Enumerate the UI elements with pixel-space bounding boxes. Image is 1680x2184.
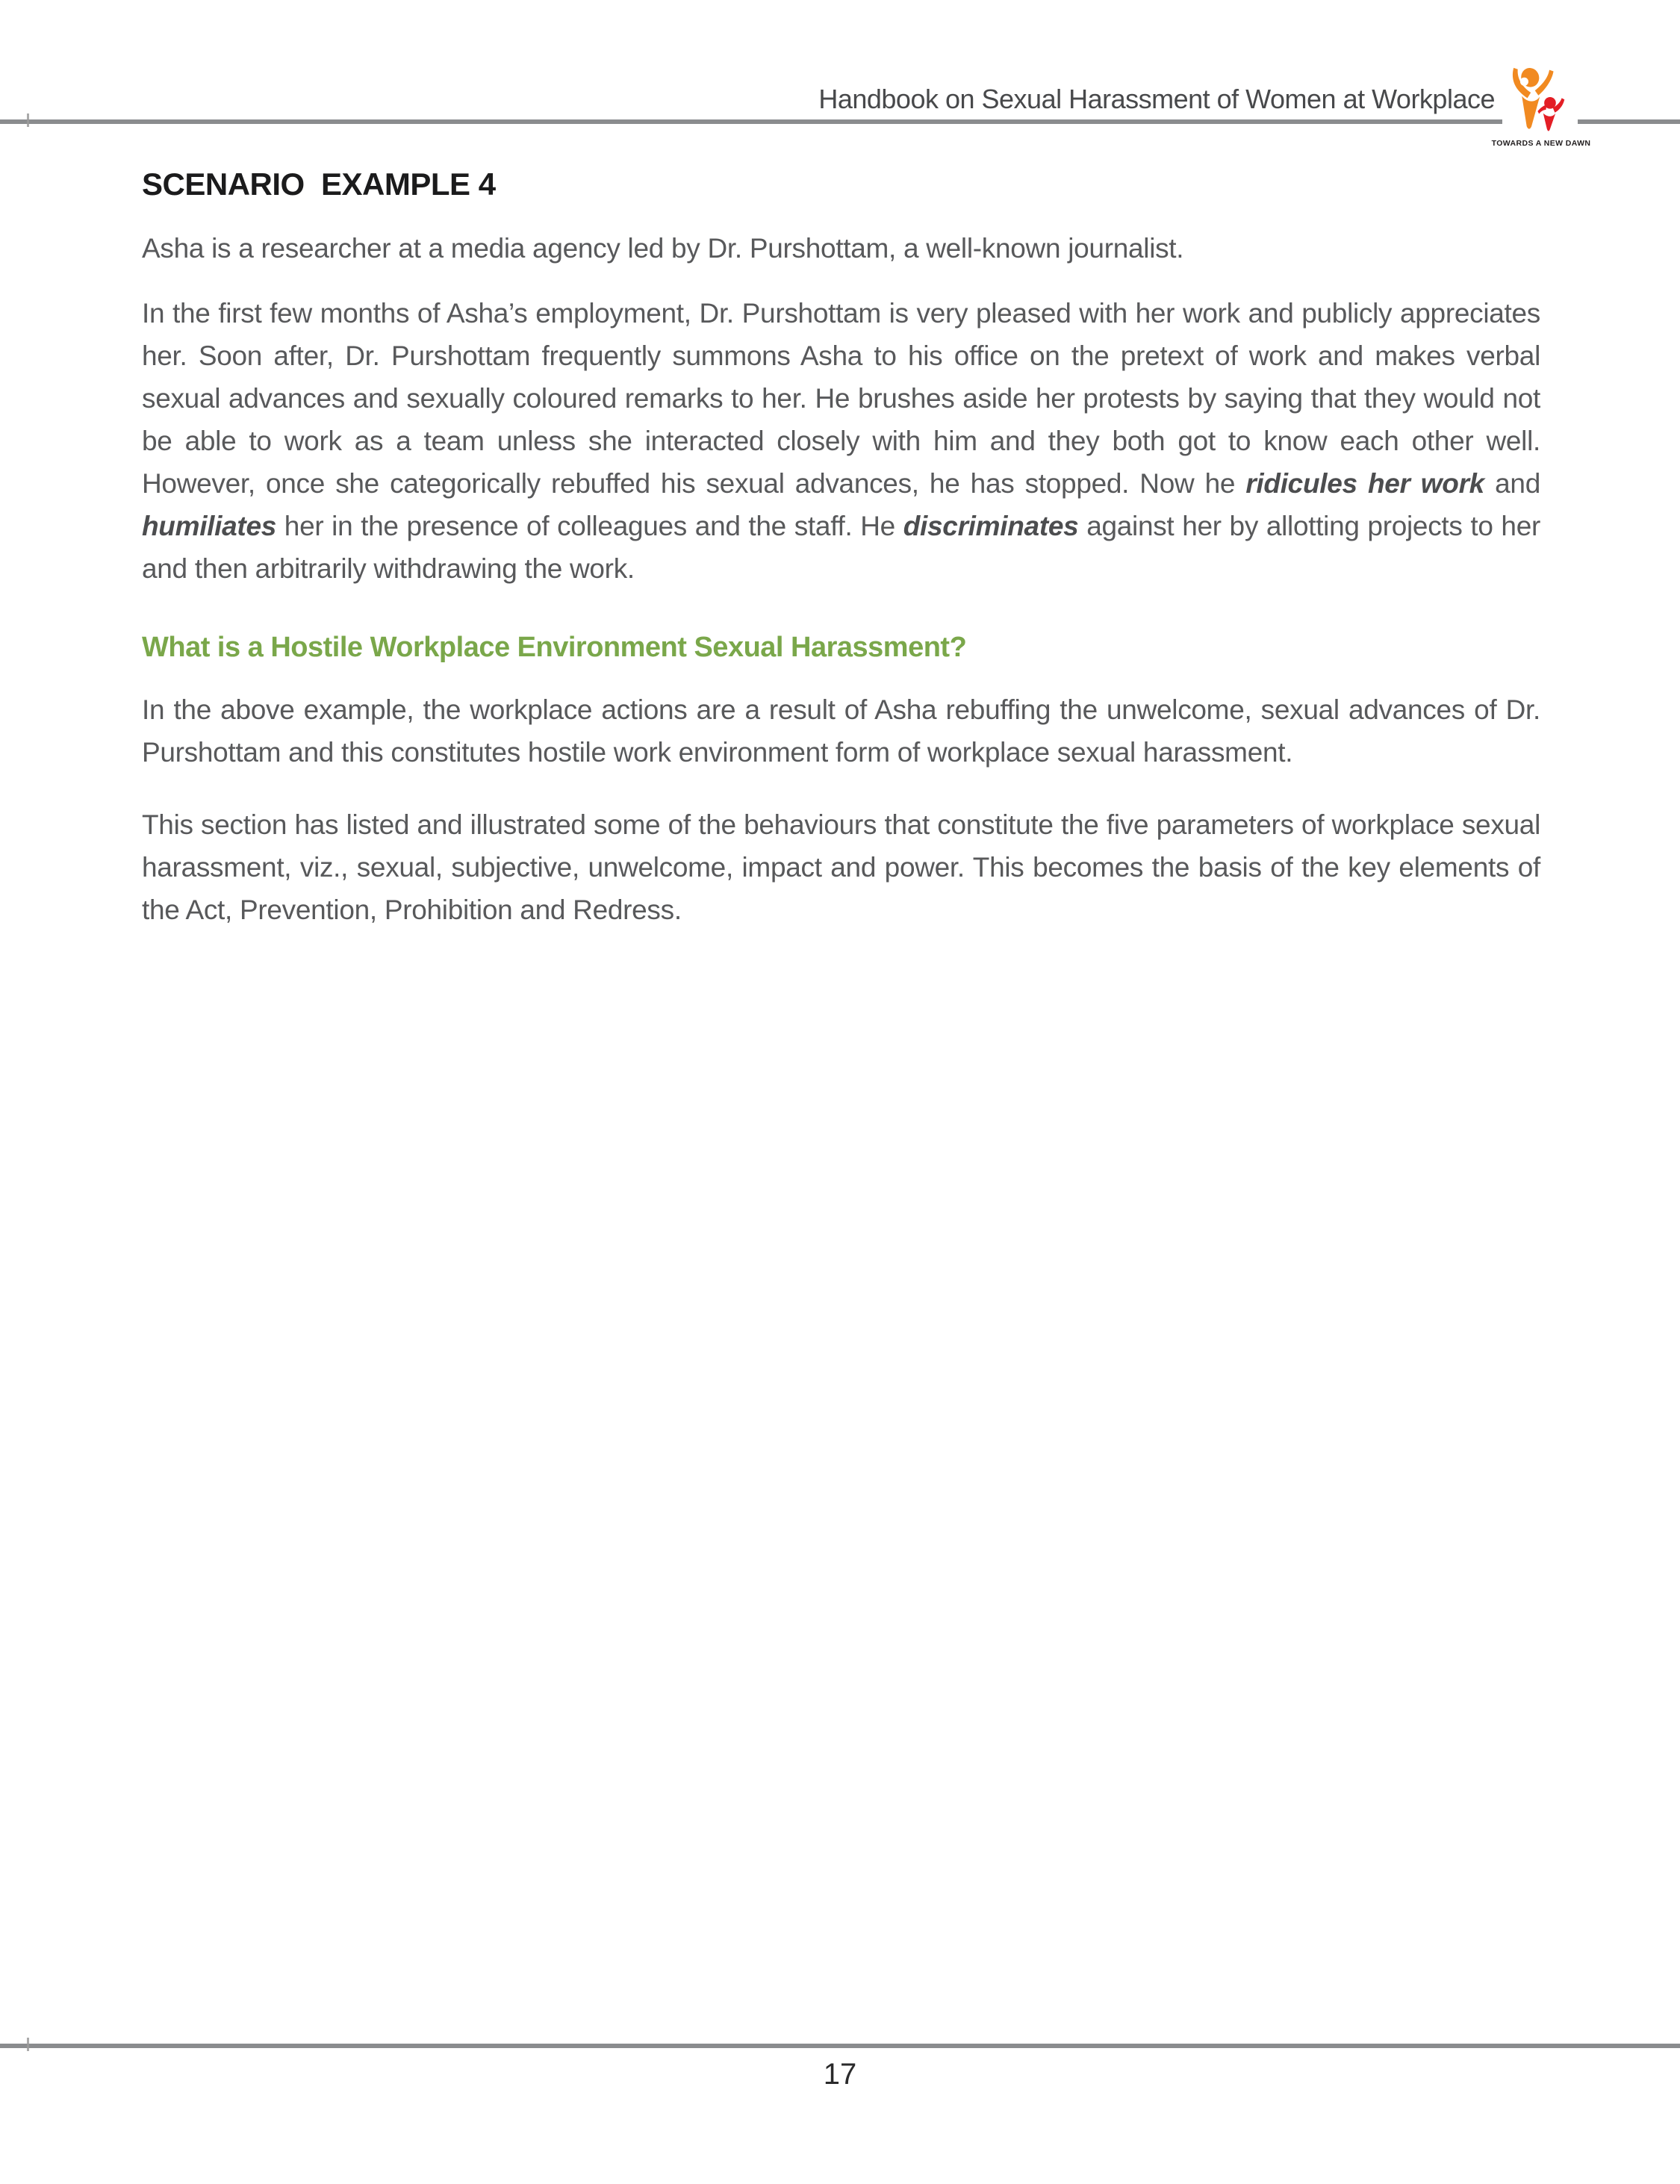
header-rule-left xyxy=(0,119,1502,124)
closing-paragraph: This section has listed and illustrated some of the behaviours that constitute the five parameters of workplace sexual harassment, viz., sexual, subjective, unwelcome, impact and power. This becomes the basis of the key elements of the Act, Prevention, Prohibition and Redress. xyxy=(142,809,1540,925)
towards-a-new-dawn-logo-icon xyxy=(1507,67,1575,136)
emphasis-ridicules: ridicules her work xyxy=(1245,468,1484,500)
header-rule-right xyxy=(1578,119,1680,124)
footer-rule xyxy=(0,2044,1680,2048)
page-content xyxy=(142,149,1540,931)
scenario-text-3: her in the presence of colleagues and the staff. He xyxy=(276,511,903,542)
logo xyxy=(1491,67,1591,148)
intro-paragraph: Asha is a researcher at a media agency led by Dr. Purshottam, a well-known journalist. xyxy=(142,233,1184,264)
emphasis-discriminates: discriminates xyxy=(903,511,1079,542)
question-heading: What is a Hostile Workplace Environment Sexual Harassment? xyxy=(142,632,967,664)
scenario-text-1: In the first few months of Asha’s employment, Dr. Purshottam is very pleased with her work and publicly appreciates her. Soon after, Dr. Purshottam frequently summons Asha to his office on the pretext of work and makes verbal sexual advances and sexually coloured remarks to her. He brushes aside her protests by saying that they would not be able to work as a team unless she interacted closely with him and they both got to know each other well. However, once she categorically rebuffed his sexual advances, he has stopped. Now he xyxy=(142,298,1540,500)
scenario-text-4: against her by allotting projects to her and then arbitrarily withdrawing the work. xyxy=(142,511,1541,585)
answer-paragraph: In the above example, the workplace actions are a result of Asha rebuffing the unwelcome, sexual advances of Dr. Purshottam and this constitutes hostile work environment form of workplace sexual harassment. xyxy=(142,694,1540,768)
scenario-text-2: and xyxy=(1484,468,1540,500)
logo-caption: TOWARDS A NEW DAWN xyxy=(1491,139,1591,148)
crop-mark-bottom xyxy=(27,2038,29,2051)
header-title: Handbook on Sexual Harassment of Women at Workplace xyxy=(818,84,1495,114)
scenario-paragraph xyxy=(142,292,1540,590)
crop-mark-top xyxy=(27,113,29,127)
scenario-heading: SCENARIO EXAMPLE 4 xyxy=(142,167,496,202)
emphasis-humiliates: humiliates xyxy=(142,511,276,542)
page-number: 17 xyxy=(823,2058,857,2091)
